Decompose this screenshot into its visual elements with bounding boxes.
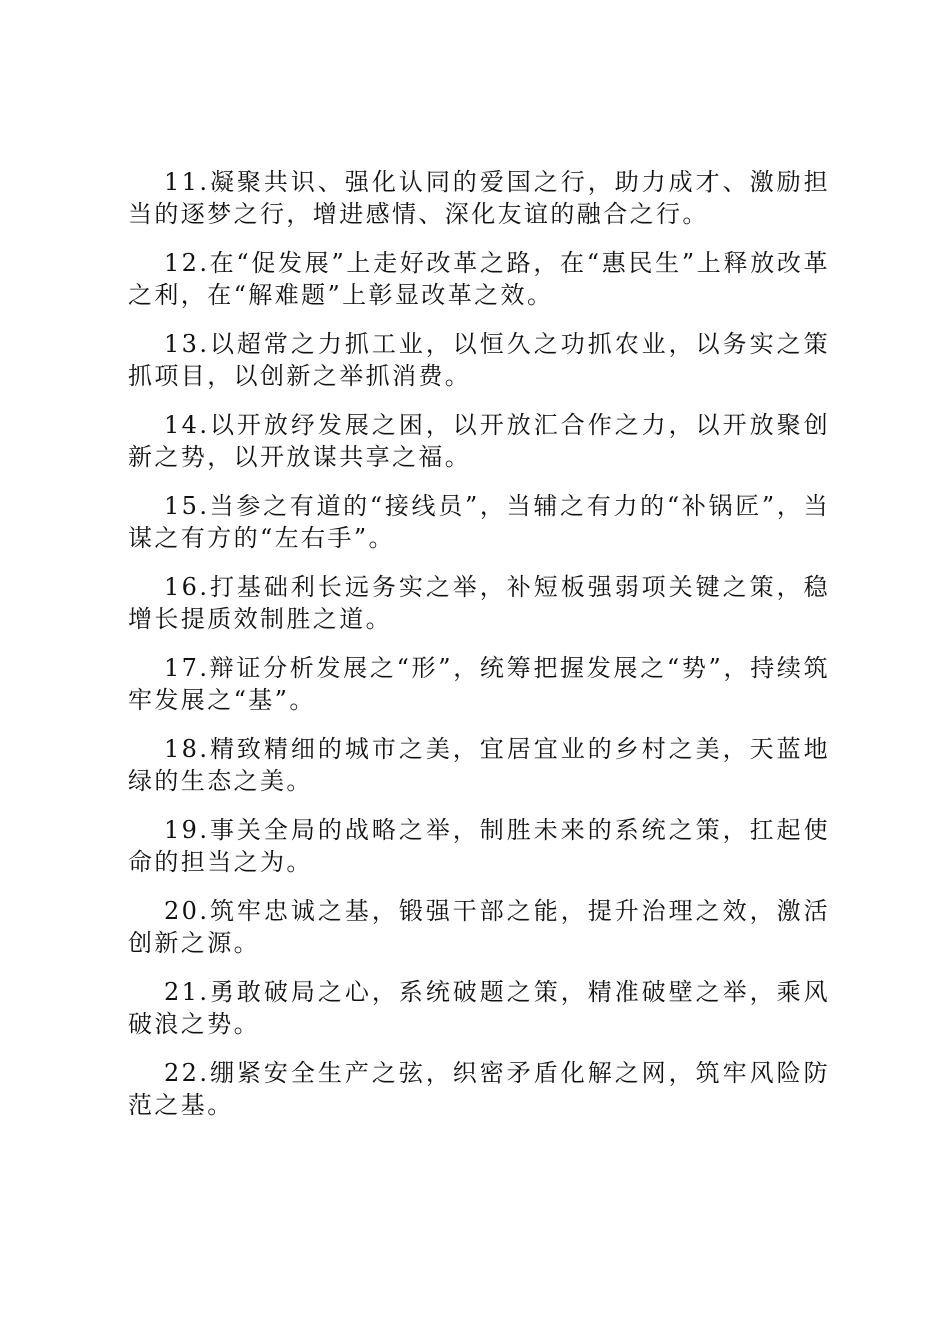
- paragraph-18: 18.精致精细的城市之美，宜居宜业的乡村之美，天蓝地绿的生态之美。: [128, 735, 830, 795]
- paragraph-11: 11.凝聚共识、强化认同的爱国之行，助力成才、激励担当的逐梦之行，增进感情、深化友谊的融合之行。: [128, 168, 830, 228]
- paragraph-20: 20.筑牢忠诚之基，锻强干部之能，提升治理之效，激活创新之源。: [128, 897, 830, 957]
- paragraph-12: 12.在“促发展”上走好改革之路，在“惠民生”上释放改革之利，在“解难题”上彰显改革之效。: [128, 249, 830, 309]
- paragraph-17: 17.辩证分析发展之“形”，统筹把握发展之“势”，持续筑牢发展之“基”。: [128, 654, 830, 714]
- paragraph-22: 22.绷紧安全生产之弦，织密矛盾化解之网，筑牢风险防范之基。: [128, 1059, 830, 1119]
- paragraph-19: 19.事关全局的战略之举，制胜未来的系统之策，扛起使命的担当之为。: [128, 816, 830, 876]
- document-body: [128, 166, 830, 1138]
- paragraph-16: 16.打基础利长远务实之举，补短板强弱项关键之策，稳增长提质效制胜之道。: [128, 573, 830, 633]
- paragraph-21: 21.勇敢破局之心，系统破题之策，精准破壁之举，乘风破浪之势。: [128, 978, 830, 1038]
- paragraph-13: 13.以超常之力抓工业，以恒久之功抓农业，以务实之策抓项目，以创新之举抓消费。: [128, 330, 830, 390]
- paragraph-15: 15.当参之有道的“接线员”，当辅之有力的“补锅匠”，当谋之有方的“左右手”。: [128, 492, 830, 552]
- paragraph-14: 14.以开放纾发展之困，以开放汇合作之力，以开放聚创新之势，以开放谋共享之福。: [128, 411, 830, 471]
